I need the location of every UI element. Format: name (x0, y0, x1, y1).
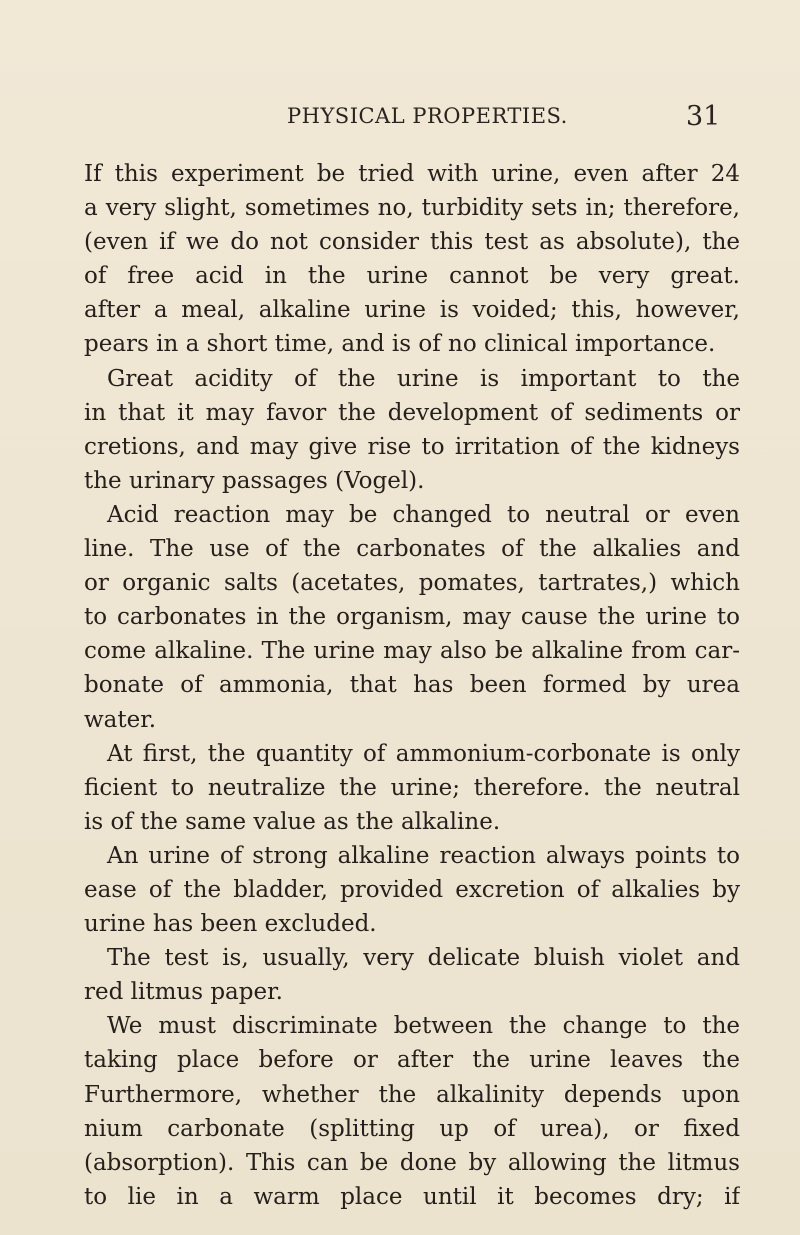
text-line: urine has been excluded. (84, 911, 377, 938)
text-line: Great acidity of the urine is important to the (107, 365, 740, 392)
text-line: to lie in a warm place until it becomes dry; if (84, 1183, 740, 1210)
text-line: in that it may favor the development of sediments or (84, 399, 740, 426)
text-line: red litmus paper. (84, 979, 283, 1006)
text-line: pears in a short time, and is of no clinical importance. (84, 331, 716, 358)
page-header (0, 101, 800, 144)
text-line: after a meal, alkaline urine is voided; this, however, (84, 297, 740, 324)
text-line: cretions, and may give rise to irritation of the kidneys (84, 433, 740, 460)
text-line: ease of the bladder, provided excretion of alkalies by (84, 876, 740, 903)
text-line: the urinary passages (Vogel). (84, 467, 425, 494)
text-line: water. (84, 706, 157, 733)
text-line: (absorption). This can be done by allowing the litmus (84, 1149, 740, 1176)
text-line: Furthermore, whether the alkalinity depends upon (84, 1081, 740, 1108)
text-line: At first, the quantity of ammonium-corbonate is only (107, 740, 740, 767)
text-line: If this experiment be tried with urine, even after 24 (84, 161, 740, 187)
text-line: of free acid in the urine cannot be very great. (84, 263, 740, 290)
text-line: An urine of strong alkaline reaction always points to (107, 842, 740, 869)
text-line: nium carbonate (splitting up of urea), or fixed (84, 1115, 740, 1142)
text-line: or organic salts (acetates, pomates, tartrates,) which (84, 570, 740, 597)
text-line: The test is, usually, very delicate bluish violet and (107, 945, 740, 972)
text-line: bonate of ammonia, that has been formed by urea (84, 672, 740, 699)
text-line: We must discriminate between the change to the (107, 1013, 740, 1040)
running-head: PHYSICAL PROPERTIES. (287, 104, 568, 128)
text-line: line. The use of the carbonates of the alkalies and (84, 536, 740, 563)
text-line: (even if we do not consider this test as absolute), the (84, 229, 740, 256)
text-line: ficient to neutralize the urine; therefore. the neutral (84, 774, 740, 801)
page-number: 31 (686, 101, 721, 132)
text-line: a very slight, sometimes no, turbidity sets in; therefore, (84, 195, 740, 222)
text-line: come alkaline. The urine may also be alkaline from car- (84, 638, 740, 665)
text-line: taking place before or after the urine leaves the (84, 1047, 740, 1074)
text-line: is of the same value as the alkaline. (84, 808, 501, 835)
text-line: to carbonates in the organism, may cause the urine to (84, 604, 740, 631)
text-line: Acid reaction may be changed to neutral or even (107, 501, 740, 528)
body-text (84, 157, 740, 1214)
